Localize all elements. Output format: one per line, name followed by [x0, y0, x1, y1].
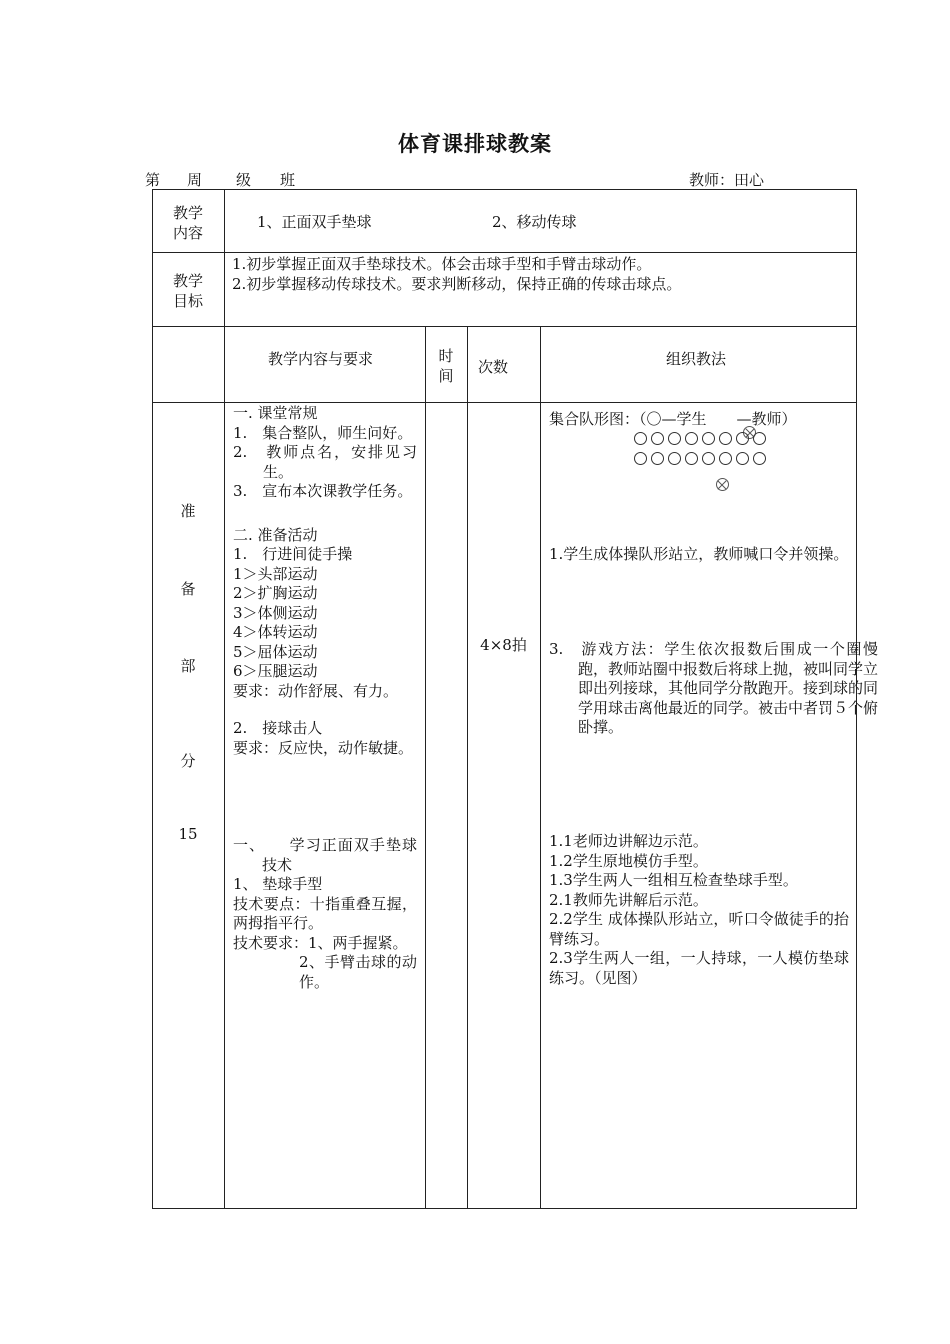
section-char-3: 部	[180, 657, 196, 675]
goal-1: 1.初步掌握正面双手垫球技术。体会击球手型和手臂击球动作。	[232, 255, 652, 273]
content-heading-2: 二. 准备活动	[233, 525, 318, 544]
exercise-item: 3＞体侧运动	[233, 603, 318, 622]
student-circle-icon	[651, 432, 664, 445]
content-item: 2. 教师点名，安排见习生。	[233, 443, 417, 481]
week-char: 第	[145, 171, 161, 189]
count-value: 4×8拍	[480, 636, 527, 654]
content-heading-3: 一、 学习正面双手垫球技术	[233, 836, 417, 874]
header-count: 次数	[478, 358, 509, 376]
method-step: 1.2学生原地模仿手型。	[549, 851, 708, 870]
exercise-item: 1＞头部运动	[233, 564, 318, 583]
exercise-item: 2＞扩胸运动	[233, 584, 318, 602]
teacher-position-icon	[716, 478, 729, 491]
exercise-item: 4＞体转运动	[233, 623, 318, 641]
goal-text	[232, 255, 852, 294]
section-minutes: 15	[178, 825, 198, 843]
student-row-1	[634, 432, 766, 445]
content-column	[233, 404, 417, 992]
student-circle-icon	[668, 432, 681, 445]
student-circle-icon	[668, 452, 681, 465]
student-circle-icon	[736, 432, 749, 445]
student-circle-icon	[702, 432, 715, 445]
technique-text: 技术要求：1、两手握紧。	[233, 933, 408, 952]
student-circle-icon	[719, 452, 732, 465]
content-item: 2. 接球击人	[233, 719, 323, 737]
header-method: 组织教法	[666, 350, 727, 368]
method-steps	[549, 832, 849, 988]
requirement-text: 要求：动作舒展、有力。	[233, 681, 399, 700]
content-item: 1. 行进间徒手操	[233, 545, 353, 563]
week-label: 周	[187, 171, 203, 189]
student-circle-icon	[634, 432, 647, 445]
method-game: 3. 游戏方法：学生依次报数后围成一个圈慢跑，教师站圈中报数后将球上抛，被叫同学立即出列接球，其他同学分散跑开。接到球的同学用球击离他最近的同学。被击中者罚５个俯卧撑。	[549, 640, 879, 736]
exercise-item: 5＞屈体运动	[233, 642, 318, 661]
student-circle-icon	[634, 452, 647, 465]
method-step: 1.3学生两人一组相互检查垫球手型。	[549, 871, 798, 889]
page-title: 体育课排球教案	[398, 132, 552, 156]
teacher-label: 教师：田心	[689, 171, 765, 189]
student-circle-icon	[651, 452, 664, 465]
method-step: 2.1教师先讲解后示范。	[549, 890, 708, 909]
section-char-4: 分	[180, 752, 196, 770]
exercise-item: 6＞压腿运动	[233, 662, 318, 680]
technique-text: 2、手臂击球的动作。	[299, 953, 417, 991]
content-item: 3. 宣布本次课教学任务。	[233, 482, 413, 500]
class-label: 班	[280, 171, 296, 189]
student-circle-icon	[719, 432, 732, 445]
student-circle-icon	[753, 452, 766, 465]
student-circle-icon	[702, 452, 715, 465]
content-item: 1. 集合整队，师生问好。	[233, 423, 413, 442]
content-heading-1: 一. 课堂常规	[233, 404, 318, 422]
goal-2: 2.初步掌握移动传球技术。要求判断移动，保持正确的传球击球点。	[232, 274, 682, 293]
technique-text: 技术要点：十指重叠互握，两拇指平行。	[233, 894, 417, 932]
student-circle-icon	[685, 452, 698, 465]
method-step: 2.3学生两人一组，一人持球，一人模仿垫球练习。（见图）	[549, 949, 849, 987]
formation-caption: 集合队形图：（〇—学生 —教师）	[549, 410, 797, 428]
method-step: 2.2学生 成体操队形站立，听口令做徒手的抬臂练习。	[549, 910, 849, 948]
goal-row-label: 教学 目标	[172, 272, 203, 310]
requirement-text: 要求：反应快，动作敏捷。	[233, 738, 414, 757]
student-circle-icon	[685, 432, 698, 445]
method-step: 1.1老师边讲解边示范。	[549, 832, 708, 850]
content-item-1: 1、正面双手垫球	[257, 213, 372, 231]
content-row-label: 教学 内容	[172, 204, 203, 242]
header-time: 时 间	[438, 347, 454, 385]
student-row-2	[634, 452, 766, 465]
method-step-1: 1.学生成体操队形站立，教师喊口令并领操。	[549, 545, 849, 563]
student-circle-icon	[736, 452, 749, 465]
section-char-2: 备	[180, 580, 196, 598]
student-circle-icon	[753, 432, 766, 445]
grade-label: 级	[236, 171, 252, 189]
content-item: 1、 垫球手型	[233, 875, 323, 893]
content-item-2: 2、移动传球	[492, 213, 577, 231]
header-content: 教学内容与要求	[268, 350, 374, 368]
section-char-1: 准	[180, 502, 196, 520]
